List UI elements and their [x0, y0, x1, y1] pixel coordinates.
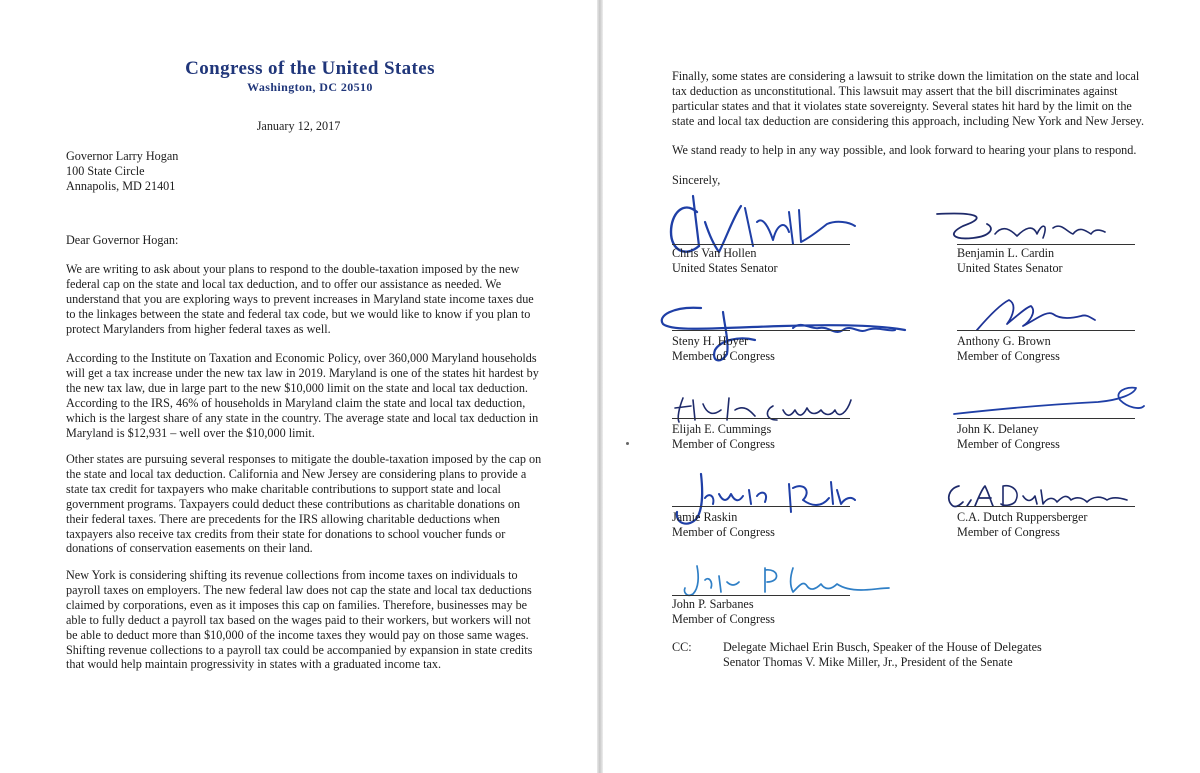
- signer-name: Jamie Raskin: [672, 510, 738, 524]
- signer-name: Benjamin L. Cardin: [957, 246, 1055, 260]
- text-line: According to the Institute on Taxation and Economic Policy, over 360,000 Maryland households: [66, 351, 537, 365]
- text-line: be able to deduct more than $10,000 of the income taxes they would pay on those same wages.: [66, 627, 529, 642]
- recipient-line: 100 State Circle: [66, 163, 145, 178]
- signer-title: Member of Congress: [672, 348, 775, 363]
- signer-title: United States Senator: [957, 260, 1063, 275]
- text-line: able to fully deduct a payroll tax based on the wages paid to their workers, but workers will not: [66, 612, 531, 627]
- recipient-line: Annapolis, MD 21401: [66, 178, 176, 193]
- signer-sarbanes: [672, 597, 775, 627]
- cc-label: CC:: [672, 640, 692, 654]
- text-line: to the linkages between the state and federal tax code, but we would like to know if you plan to: [66, 306, 531, 321]
- paragraph-5: [672, 69, 1172, 129]
- text-line: protect Marylanders from higher federal taxes as well.: [66, 321, 331, 336]
- text-line: particular states and that it violates state sovereignty. Several states hit hard by the limit on the: [672, 98, 1132, 113]
- letter-page-1: [0, 0, 597, 773]
- signer-cardin: [957, 246, 1063, 276]
- recipient-address: [66, 149, 178, 194]
- text-line: Finally, some states are considering a lawsuit to strike down the limitation on the state and local: [672, 69, 1140, 83]
- text-line: According to the IRS, 46% of households in Maryland claim the state and local tax deduction,: [66, 395, 526, 410]
- signer-brown: [957, 334, 1060, 364]
- signer-title: United States Senator: [672, 260, 778, 275]
- paragraph-3: [66, 452, 542, 556]
- signer-name: John K. Delaney: [957, 422, 1039, 436]
- text-line: government programs. Taxpayers could deduct these contributions as charitable donations on: [66, 496, 521, 511]
- signer-name: Chris Van Hollen: [672, 246, 757, 260]
- text-line: tax deduction as unconstitutional. This lawsuit may assert that the bill discriminates against: [672, 83, 1118, 98]
- signer-title: Member of Congress: [957, 348, 1060, 363]
- signature-brown: [973, 294, 1103, 339]
- paragraph-4: [66, 568, 536, 672]
- letterhead-address: Washington, DC 20510: [247, 80, 373, 94]
- paragraph-6: [672, 143, 1172, 158]
- signer-title: Member of Congress: [672, 611, 775, 626]
- cc-recipient: Delegate Michael Erin Busch, Speaker of the House of Delegates: [723, 640, 1042, 654]
- signer-raskin: [672, 510, 775, 540]
- scan-speck: [626, 442, 629, 445]
- signature-line: [957, 418, 1135, 419]
- signer-title: Member of Congress: [672, 524, 775, 539]
- signature-line: [672, 418, 850, 419]
- text-line: that would help maintain progressivity in states with a graduated income tax.: [66, 657, 442, 672]
- text-line: We are writing to ask about your plans to respond to the double-taxation imposed by the new: [66, 262, 520, 276]
- signer-name: Steny H. Hoyer: [672, 334, 749, 348]
- signer-name: Anthony G. Brown: [957, 334, 1051, 348]
- text-line: Other states are pursuing several responses to mitigate the double-taxation imposed by the cap on: [66, 452, 542, 466]
- text-line: payroll taxes on employers. The new federal law does not cap the state and local tax deductions: [66, 582, 532, 597]
- signer-delaney: [957, 422, 1060, 452]
- signer-name: John P. Sarbanes: [672, 597, 754, 611]
- text-line: donations of conservation easements on their land.: [66, 541, 313, 556]
- paragraph-2: [66, 351, 539, 440]
- signer-title: Member of Congress: [672, 436, 775, 451]
- letter-page-2: [603, 0, 1200, 773]
- signer-name: C.A. Dutch Ruppersberger: [957, 510, 1088, 524]
- paragraph-1: [66, 262, 536, 337]
- text-line: Maryland is $12,931 – well over the $10,000 limit.: [66, 425, 315, 440]
- text-line: understand that you are exploring ways to prevent increases in Maryland state income taxes due: [66, 291, 534, 306]
- text-line: the state and local tax deduction. California and New Jersey are considering plans to provide a: [66, 466, 527, 481]
- text-line: state and local tax deduction are considering this approach, including New York and New Jersey.: [672, 113, 1145, 128]
- text-line: their federal taxes. There are precedents for the IRS allowing charitable deductions when: [66, 511, 500, 526]
- text-line: We stand ready to help in any way possible, and look forward to hearing your plans to respond.: [672, 143, 1137, 157]
- closing: Sincerely,: [672, 173, 721, 187]
- text-line: claimed by corporations, even as it imposes this cap on families. Therefore, businesses may be: [66, 597, 528, 612]
- text-line: taxpayers also receive tax credits from their state for donations to school voucher funds or: [66, 526, 506, 541]
- signature-line: [672, 506, 850, 507]
- letterhead-title: Congress of the United States: [185, 58, 435, 79]
- signer-van-hollen: [672, 246, 778, 276]
- recipient-line: Governor Larry Hogan: [66, 149, 179, 163]
- text-line: will get a tax increase under the new tax law in 2019. Maryland is one of the states hit hardest by: [66, 365, 539, 380]
- signature-line: [672, 595, 850, 596]
- text-line: state tax credit for taxpayers who make charitable contributions to support state and local: [66, 481, 501, 496]
- signature-line: [672, 330, 850, 331]
- letter-date: January 12, 2017: [256, 119, 341, 133]
- salutation: Dear Governor Hogan:: [66, 233, 179, 247]
- signer-name: Elijah E. Cummings: [672, 422, 772, 436]
- signature-line: [957, 330, 1135, 331]
- signature-line: [672, 244, 850, 245]
- text-line: the new tax law, due in large part to the new $10,000 limit on the state and local tax deduction.: [66, 380, 528, 395]
- signer-cummings: [672, 422, 775, 452]
- signature-line: [957, 506, 1135, 507]
- cc-recipients: [723, 640, 1042, 670]
- text-line: federal cap on the state and local tax deduction, and to offer our assistance as needed. We: [66, 276, 502, 291]
- text-line: which is the largest share of any state in the country. The average state and local tax deduction in: [66, 410, 539, 425]
- signer-title: Member of Congress: [957, 436, 1060, 451]
- text-line: Shifting revenue collections to a payroll tax could be accompanied by expansion in state credits: [66, 642, 533, 657]
- signer-title: Member of Congress: [957, 524, 1060, 539]
- cc-recipient: Senator Thomas V. Mike Miller, Jr., President of the Senate: [723, 655, 1013, 669]
- signer-hoyer: [672, 334, 775, 364]
- signer-ruppersberger: [957, 510, 1087, 540]
- text-line: New York is considering shifting its revenue collections from income taxes on individuals to: [66, 568, 518, 582]
- signature-line: [957, 244, 1135, 245]
